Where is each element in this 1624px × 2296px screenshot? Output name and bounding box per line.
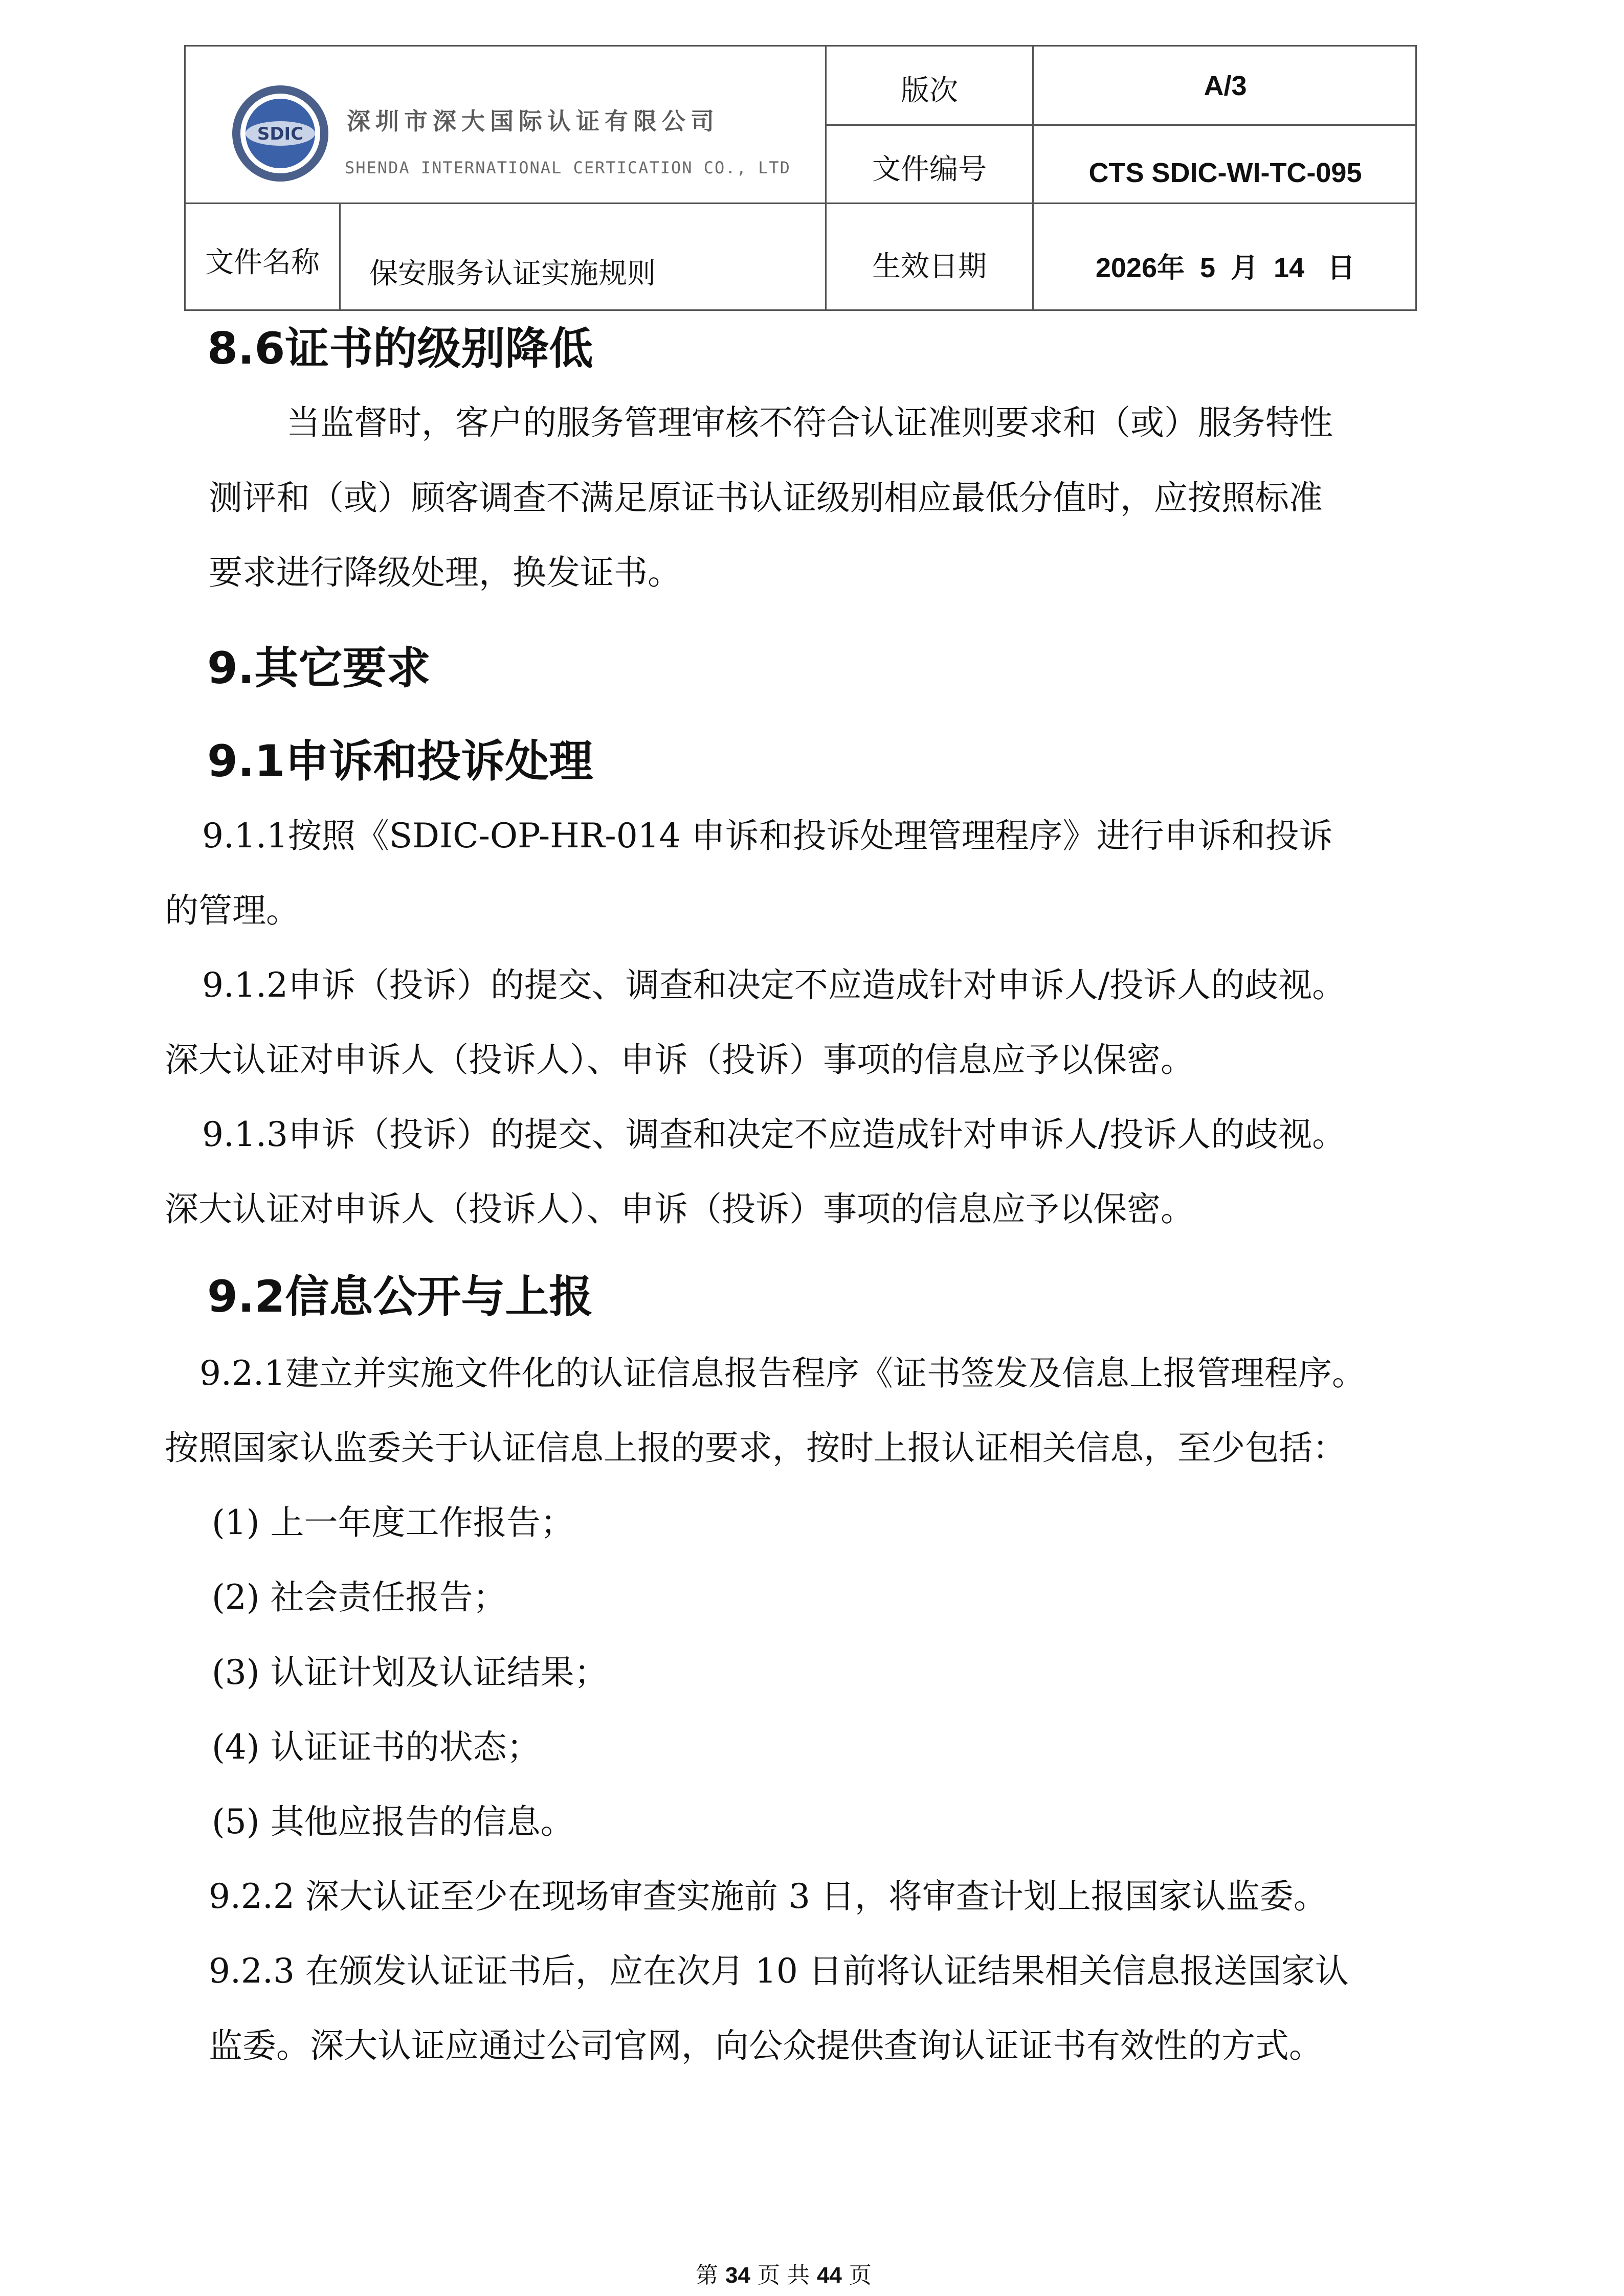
- page-footer: [696, 2257, 872, 2289]
- paragraph-line: 9.2.3 在颁发认证证书后，应在次月 10 日前将认证结果相关信息报送国家认: [209, 1951, 1349, 1991]
- footer-suffix: 页: [849, 2262, 872, 2288]
- company-name-en: SHENDA INTERNATIONAL CERTICATION CO., LTD: [345, 158, 791, 177]
- current-page-number: 34: [725, 2263, 750, 2288]
- paragraph-line: 的管理。: [165, 891, 300, 930]
- paragraph-line: 按照国家认监委关于认证信息上报的要求，按时上报认证相关信息，至少包括：: [165, 1428, 1346, 1468]
- paragraph-line: 深大认证对申诉人（投诉人）、申诉（投诉）事项的信息应予以保密。: [165, 1189, 1194, 1229]
- section-9-2-title: 9.2信息公开与上报: [207, 1271, 593, 1322]
- paragraph-line: 9.2.1建立并实施文件化的认证信息报告程序《证书签发及信息上报管理程序。: [199, 1354, 1366, 1393]
- doc-number-label: 文件编号: [872, 153, 987, 186]
- section-9-1-title: 9.1申诉和投诉处理: [207, 736, 593, 787]
- paragraph-line: 9.1.2申诉（投诉）的提交、调查和决定不应造成针对申诉人/投诉人的歧视。: [202, 965, 1346, 1005]
- version-label: 版次: [901, 74, 958, 107]
- paragraph-line: 要求进行降级处理，换发证书。: [209, 553, 681, 592]
- paragraph-line: 深大认证对申诉人（投诉人）、申诉（投诉）事项的信息应予以保密。: [165, 1040, 1194, 1079]
- paragraph-line: 9.1.1按照《SDIC-OP-HR-014 申诉和投诉处理管理程序》进行申诉和投诉: [202, 816, 1333, 856]
- version-value: A/3: [1204, 71, 1247, 101]
- doc-name-label: 文件名称: [205, 246, 320, 279]
- paragraph-line: 测评和（或）顾客调查不满足原证书认证级别相应最低分值时，应按照标准: [209, 478, 1323, 517]
- paragraph-line: 9.1.3申诉（投诉）的提交、调查和决定不应造成针对申诉人/投诉人的歧视。: [202, 1115, 1346, 1154]
- paragraph-line: 监委。深大认证应通过公司官网，向公众提供查询认证证书有效性的方式。: [209, 2026, 1323, 2065]
- footer-middle: 页 共: [757, 2262, 810, 2288]
- doc-name-value: 保安服务认证实施规则: [369, 257, 656, 290]
- total-page-count: 44: [816, 2263, 842, 2288]
- doc-number-value: CTS SDIC-WI-TC-095: [1088, 157, 1362, 188]
- company-logo: [229, 77, 802, 210]
- svg-text:SDIC: SDIC: [257, 124, 304, 144]
- footer-prefix: 第: [696, 2262, 718, 2288]
- sdic-seal-icon: [229, 82, 331, 185]
- document-header-table: [184, 45, 1417, 311]
- list-item: (3) 认证计划及认证结果；: [212, 1653, 608, 1692]
- header-divider: [825, 124, 1417, 126]
- paragraph-line: 当监督时，客户的服务管理审核不符合认证准则要求和（或）服务特性: [286, 403, 1333, 442]
- list-item: (1) 上一年度工作报告；: [212, 1503, 574, 1542]
- list-item: (4) 认证证书的状态；: [212, 1727, 541, 1767]
- section-9-title: 9.其它要求: [207, 643, 431, 694]
- list-item: (5) 其他应报告的信息。: [212, 1802, 574, 1841]
- company-name-cn: 深圳市深大国际认证有限公司: [347, 107, 719, 135]
- list-item: (2) 社会责任报告；: [212, 1578, 507, 1617]
- effective-date-value: 2026年 5 月 14 日: [1095, 253, 1355, 283]
- paragraph-line: 9.2.2 深大认证至少在现场审查实施前 3 日，将审查计划上报国家认监委。: [209, 1877, 1327, 1916]
- effective-date-label: 生效日期: [872, 250, 987, 283]
- section-8-6-title: 8.6证书的级别降低: [207, 323, 593, 374]
